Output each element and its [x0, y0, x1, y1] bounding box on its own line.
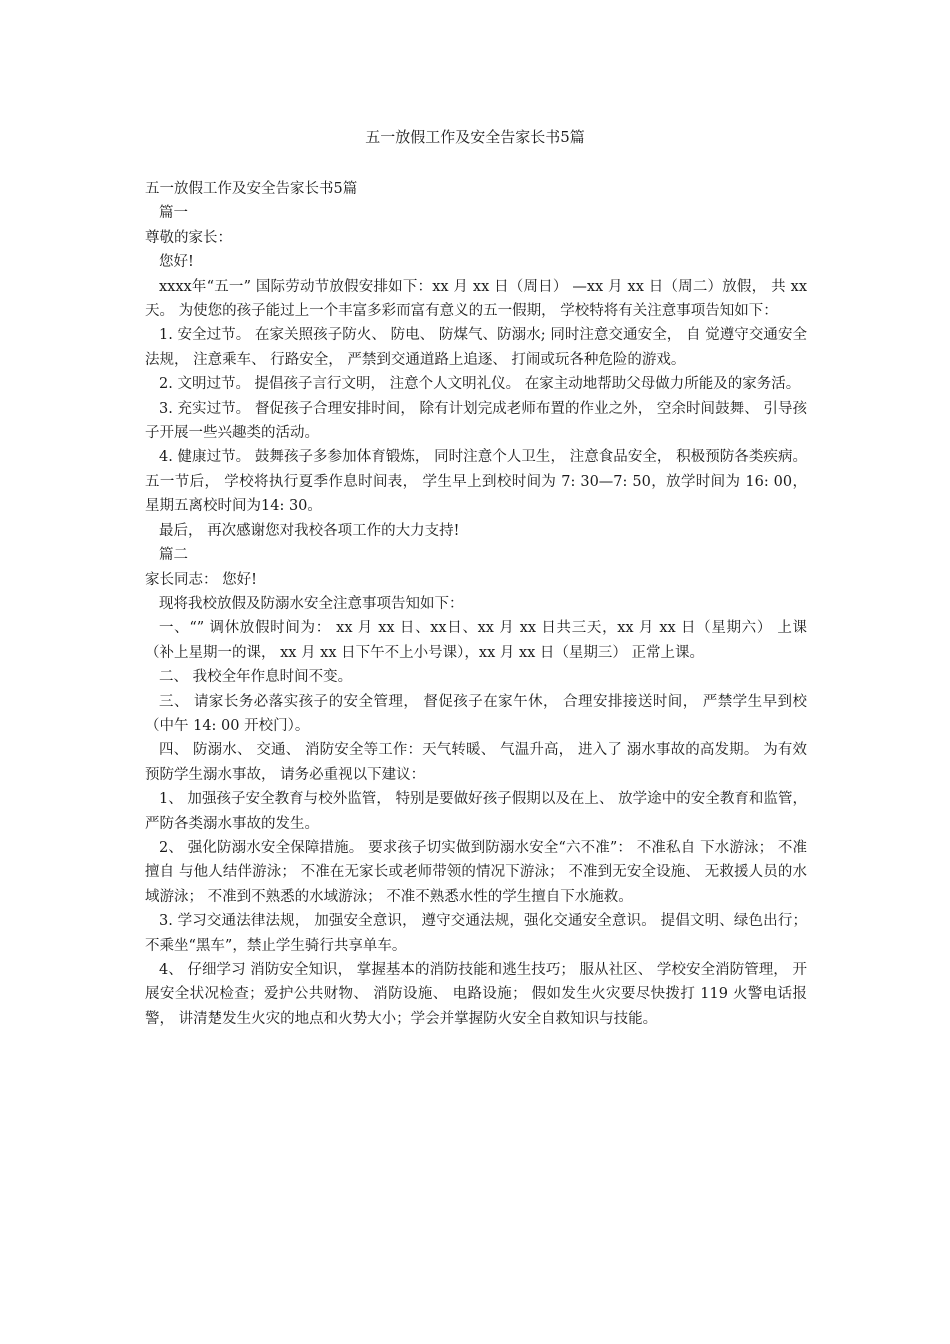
list-item: 三、 请家长务必落实孩子的安全管理， 督促孩子在家午休， 合理安排接送时间， 严禁学生早到校（中午 14: 00 开校门）。 — [145, 693, 807, 734]
list-item: 二、 我校全年作息时间不变。 — [159, 669, 353, 686]
list-item: 1. 安全过节。 在家关照孩子防火、 防电、 防煤气、防溺水; 同时注意交通安全， 自 觉遵守交通安全法规， 注意乘车、 行路安全， 严禁到交通道路上追逐、 打闹或玩各种危险的游戏。 — [145, 327, 807, 368]
list-item: 3. 充实过节。 督促孩子合理安排时间， 除有计划完成老师布置的作业之外， 空余时间鼓舞、 引导孩子开展一些兴趣类的活动。 — [145, 400, 807, 442]
paragraph: 五一放假工作及安全告家长书5篇 — [145, 181, 358, 197]
section-heading: 篇一 — [159, 205, 188, 222]
salutation: 家长同志： 您好! — [145, 571, 257, 588]
list-item: 3. 学习交通法律法规， 加强安全意识， 遵守交通法规，强化交通安全意识。 提倡文明、绿色出行； 不乘坐“黑车”，禁止学生骑行共享单车。 — [145, 913, 807, 954]
document-body — [145, 177, 807, 1031]
list-item: 一、“” 调休放假时间为： xx 月 xx 日、xx日、xx 月 xx 日共三天，xx 月 xx 日（星期六） 上课（补上星期一的课， xx 月 xx 日下午不上小号课），xx 月 xx 日（星期三） 正常上课。 — [145, 620, 807, 661]
list-item: 4、 仔细学习 消防安全知识， 掌握基本的消防技能和逃生技巧； 服从社区、 学校安全消防管理， 开展安全状况检查；爱护公共财物、 消防设施、 电路设施； 假如发生火灾要尽快拨打 119 火警电话报警， 讲清楚发生火灾的地点和火势大小；学会并掌握防火安全自救知识与技能。 — [145, 962, 807, 1027]
list-item: 4. 健康过节。 鼓舞孩子多参加体育锻炼， 同时注意个人卫生， 注意食品安全， 积极预防各类疾病。五一节后， 学校将执行夏季作息时间表， 学生早上到校时间为 7: 30—7: 50，放学时间为 16: 00， 星期五离校时间为14: 30。 — [145, 449, 807, 515]
document-title: 五一放假工作及安全告家长书5篇 — [365, 128, 585, 146]
section-heading: 篇二 — [159, 547, 188, 564]
salutation: 尊敬的家长： — [145, 229, 232, 246]
paragraph: xxxx年“五一” 国际劳动节放假安排如下：xx 月 xx 日（周日） —xx 月 xx 日（周二）放假， 共 xx天。 为使您的孩子能过上一个丰富多彩而富有意义的五一假期， 学校特将有关注意事项告知如下： — [145, 278, 807, 320]
paragraph: 最后， 再次感谢您对我校各项工作的大力支持! — [159, 522, 460, 539]
list-item: 1、 加强孩子安全教育与校外监管， 特别是要做好孩子假期以及在上、 放学途中的安全教育和监管， 严防各类溺水事故的发生。 — [145, 791, 807, 832]
list-item: 2. 文明过节。 提倡孩子言行文明， 注意个人文明礼仪。 在家主动地帮助父母做力所能及的家务活。 — [159, 376, 801, 393]
list-item: 2、 强化防溺水安全保障措施。 要求孩子切实做到防溺水安全“六不准”： 不准私自 下水游泳； 不准擅自 与他人结伴游泳； 不准在无家长或老师带领的情况下游泳； 不准到无安全设施、 无救援人员的水域游泳； 不准到不熟悉的水域游泳； 不准不熟悉水性的学生擅自下水施救。 — [145, 839, 807, 905]
paragraph: 现将我校放假及防溺水安全注意事项告知如下： — [159, 595, 464, 612]
greeting: 您好! — [159, 254, 194, 271]
list-item: 四、 防溺水、 交通、 消防安全等工作：天气转暖、 气温升高， 进入了 溺水事故的高发期。 为有效预防学生溺水事故， 请务必重视以下建议： — [145, 742, 807, 783]
